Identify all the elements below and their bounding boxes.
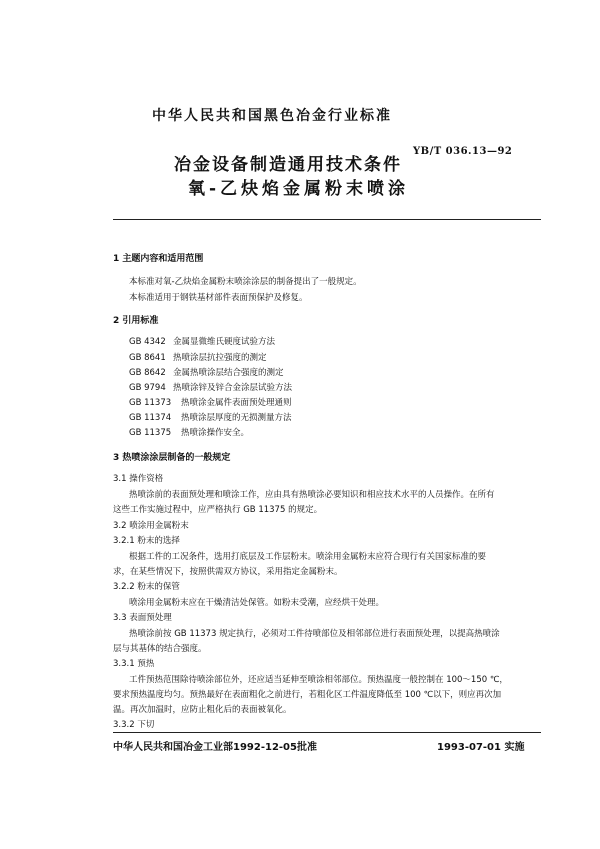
clause-3-2-2-heading: 3.2.2 粉末的保管 (113, 582, 180, 592)
reference-item: GB 11375 热喷涂操作安全。 (129, 428, 250, 438)
clause-3-3-1-text: 工件预热范围除待喷涂部位外，还应适当延伸至喷涂相邻部位。预热温度一般控制在 100～150 ℃， (129, 675, 508, 685)
document-title-line2: 氧-乙炔焰金属粉末喷涂 (188, 179, 410, 199)
clause-3-1-text: 这些工作实施过程中，应严格执行 GB 11375 的规定。 (113, 505, 323, 515)
reference-item: GB 11373 热喷涂金属件表面预处理通则 (129, 398, 292, 408)
section-1-heading: 1 主题内容和适用范围 (113, 254, 204, 264)
footer-divider (113, 732, 541, 733)
section-3-heading: 3 热喷涂涂层制备的一般规定 (113, 453, 231, 463)
clause-3-2-1-heading: 3.2.1 粉末的选择 (113, 536, 180, 546)
clause-3-3-text: 热喷涂前按 GB 11373 规定执行，必须对工件待喷部位及相邻部位进行表面预处理，以提高热喷涂 (129, 629, 500, 639)
clause-3-2-1-text: 求，在某些情况下，按照供需双方协议，采用指定金属粉末。 (113, 567, 343, 577)
clause-3-2-heading: 3.2 喷涂用金属粉末 (113, 521, 189, 531)
standard-header: 中华人民共和国黑色冶金行业标准 (152, 108, 392, 124)
clause-3-3-heading: 3.3 表面预处理 (113, 613, 172, 623)
reference-item: GB 8642 金属热喷涂层结合强度的测定 (129, 368, 284, 378)
standard-code: YB/T 036.13—92 (413, 146, 513, 157)
reference-item: GB 4342 金属显微维氏硬度试验方法 (129, 337, 276, 347)
clause-3-2-1-text: 根据工件的工况条件，选用打底层及工作层粉末。喷涂用金属粉末应符合现行有关国家标准的要 (129, 552, 487, 562)
clause-3-3-1-text: 要求预热温度均匀。预热最好在表面粗化之前进行，若粗化区工件温度降低至 100 ℃以下，则应再次加 (113, 690, 502, 700)
clause-3-2-2-text: 喷涂用金属粉末应在干燥清洁处保管。如粉末受潮，应经烘干处理。 (129, 598, 385, 608)
section-1-para-1: 本标准对氧-乙炔焰金属粉末喷涂涂层的制备提出了一般规定。 (129, 277, 362, 287)
clause-3-3-1-heading: 3.3.1 预热 (113, 659, 155, 669)
section-1-para-2: 本标准适用于钢铁基材部件表面预保护及修复。 (129, 293, 308, 303)
reference-item: GB 8641 热喷涂层抗拉强度的测定 (129, 353, 267, 363)
clause-3-3-text: 层与其基体的结合强度。 (113, 644, 207, 654)
clause-3-3-2-heading: 3.3.2 下切 (113, 720, 155, 730)
document-title-line1: 冶金设备制造通用技术条件 (174, 155, 402, 175)
clause-3-1-text: 热喷涂前的表面预处理和喷涂工作，应由具有热喷涂必要知识和相应技术水平的人员操作。在所有 (129, 490, 495, 500)
approval-note: 中华人民共和国冶金工业部1992-12-05批准 (113, 742, 317, 753)
effective-date: 1993-07-01 实施 (437, 742, 525, 753)
clause-3-1-heading: 3.1 操作资格 (113, 474, 164, 484)
section-2-heading: 2 引用标准 (113, 316, 159, 326)
reference-item: GB 11374 热喷涂层厚度的无损测量方法 (129, 413, 292, 423)
clause-3-3-1-text: 温。再次加温时，应防止粗化后的表面被氧化。 (113, 705, 292, 715)
title-divider (113, 219, 541, 220)
reference-item: GB 9794 热喷涂锌及锌合金涂层试验方法 (129, 383, 293, 393)
